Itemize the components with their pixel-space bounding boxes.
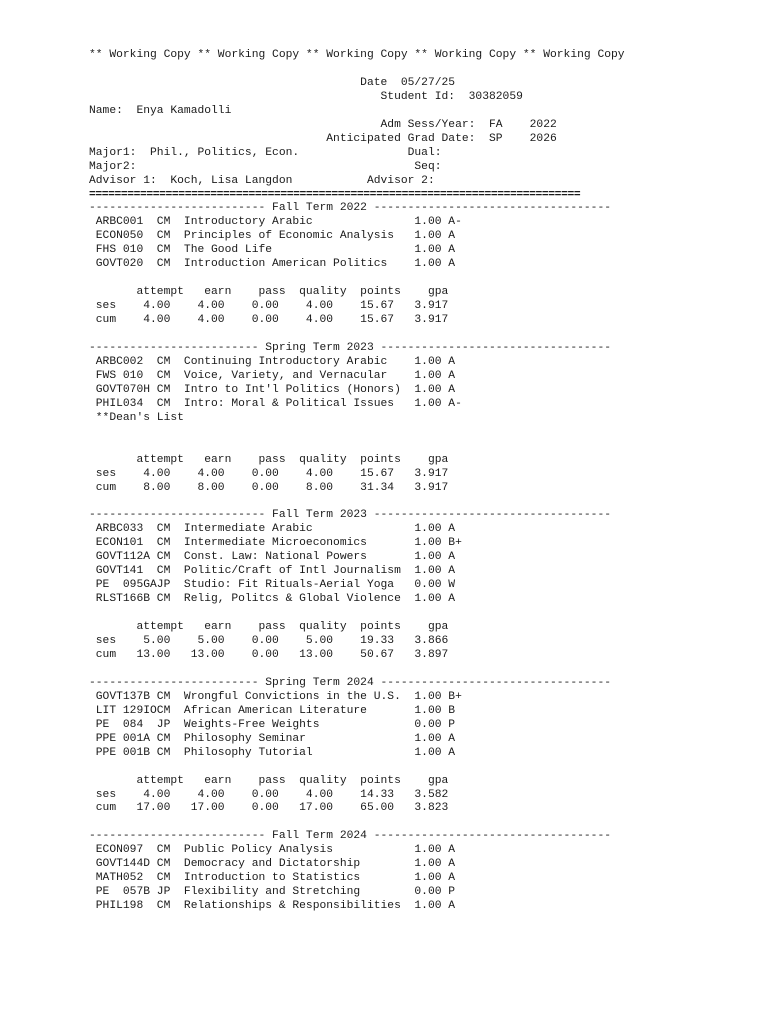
course-row: FHS 010 CM The Good Life 1.00 A — [89, 244, 456, 257]
header-line: Adm Sess/Year: FA 2022 — [89, 118, 557, 131]
blank-line — [89, 440, 629, 454]
blank-line — [89, 761, 629, 775]
blank-line — [89, 816, 629, 830]
course-row: ARBC002 CM Continuing Introductory Arabic 1.00 A — [89, 355, 456, 368]
term-header: -------------------------- Fall Term 2022 ----------------------------------- — [89, 202, 612, 215]
header-separator: ============================================================================= — [89, 188, 581, 201]
term-section — [89, 509, 629, 676]
stats-header: attempt earn pass quality points gpa — [89, 453, 449, 466]
stats-row: ses 4.00 4.00 0.00 4.00 14.33 3.582 — [89, 788, 449, 801]
stats-row: ses 5.00 5.00 0.00 5.00 19.33 3.866 — [89, 635, 449, 648]
stats-row: ses 4.00 4.00 0.00 4.00 15.67 3.917 — [89, 300, 449, 313]
term-header: ------------------------- Spring Term 2023 ---------------------------------- — [89, 342, 612, 355]
course-row: MATH052 CM Introduction to Statistics 1.00 A — [89, 872, 456, 885]
course-row: PHIL034 CM Intro: Moral & Political Issues 1.00 A- — [89, 397, 462, 410]
course-row: ECON097 CM Public Policy Analysis 1.00 A — [89, 844, 456, 857]
course-row: ARBC033 CM Intermediate Arabic 1.00 A — [89, 523, 456, 536]
course-row: GOVT137B CM Wrongful Convictions in the U.S. 1.00 B+ — [89, 690, 462, 703]
blank-line — [89, 663, 629, 677]
course-row: GOVT070H CM Intro to Int'l Politics (Honors) 1.00 A — [89, 383, 456, 396]
course-row: LIT 129IOCM African American Literature 1.00 B — [89, 704, 456, 717]
header-line: Major1: Phil., Politics, Econ. Dual: — [89, 146, 442, 159]
term-header: -------------------------- Fall Term 2024 ----------------------------------- — [89, 830, 612, 843]
working-copy-banner: ** Working Copy ** Working Copy ** Working Copy ** Working Copy ** Working Copy — [89, 49, 625, 61]
blank-line — [89, 328, 629, 342]
course-row: ECON050 CM Principles of Economic Analysis 1.00 A — [89, 230, 456, 243]
course-row: GOVT020 CM Introduction American Politics 1.00 A — [89, 258, 456, 271]
course-row: ECON101 CM Intermediate Microeconomics 1.00 B+ — [89, 537, 462, 550]
course-row: PE 057B JP Flexibility and Stretching 0.00 P — [89, 886, 456, 899]
course-row: GOVT141 CM Politic/Craft of Intl Journalism 1.00 A — [89, 565, 456, 578]
term-note: **Dean's List — [89, 411, 184, 424]
term-header: ------------------------- Spring Term 2024 ---------------------------------- — [89, 676, 612, 689]
term-section — [89, 830, 629, 914]
header-line: Student Id: 30382059 — [89, 90, 523, 103]
term-section — [89, 202, 629, 342]
blank-line — [89, 272, 629, 286]
stats-row: cum 13.00 13.00 0.00 13.00 50.67 3.897 — [89, 648, 449, 661]
header-line: Advisor 1: Koch, Lisa Langdon Advisor 2: — [89, 174, 435, 187]
stats-row: cum 4.00 4.00 0.00 4.00 15.67 3.917 — [89, 314, 449, 327]
transcript-page — [89, 49, 629, 914]
term-section — [89, 342, 629, 509]
stats-header: attempt earn pass quality points gpa — [89, 774, 449, 787]
term-list — [89, 202, 629, 914]
term-note — [89, 426, 629, 440]
blank-line — [89, 607, 629, 621]
course-row: PE 084 JP Weights-Free Weights 0.00 P — [89, 718, 456, 731]
header-line — [89, 63, 629, 77]
course-row: GOVT112A CM Const. Law: National Powers 1.00 A — [89, 551, 456, 564]
header-line: Date 05/27/25 — [89, 76, 456, 89]
course-row: RLST166B CM Relig, Politcs & Global Violence 1.00 A — [89, 593, 456, 606]
term-section — [89, 677, 629, 830]
stats-header: attempt earn pass quality points gpa — [89, 286, 449, 299]
stats-row: ses 4.00 4.00 0.00 4.00 15.67 3.917 — [89, 467, 449, 480]
stats-header: attempt earn pass quality points gpa — [89, 621, 449, 634]
course-row: ARBC001 CM Introductory Arabic 1.00 A- — [89, 216, 462, 229]
term-header: -------------------------- Fall Term 2023 ----------------------------------- — [89, 509, 612, 522]
course-row: PHIL198 CM Relationships & Responsibilities 1.00 A — [89, 900, 456, 913]
header-line: Name: Enya Kamadolli — [89, 104, 232, 117]
stats-row: cum 8.00 8.00 0.00 8.00 31.34 3.917 — [89, 481, 449, 494]
course-row: PPE 001A CM Philosophy Seminar 1.00 A — [89, 732, 456, 745]
stats-row: cum 17.00 17.00 0.00 17.00 65.00 3.823 — [89, 802, 449, 815]
header-line: Anticipated Grad Date: SP 2026 — [89, 132, 557, 145]
course-row: FWS 010 CM Voice, Variety, and Vernacular 1.00 A — [89, 369, 456, 382]
course-row: PE 095GAJP Studio: Fit Rituals-Aerial Yoga 0.00 W — [89, 579, 456, 592]
student-header — [89, 63, 629, 189]
header-line: Major2: Seq: — [89, 160, 442, 173]
course-row: PPE 001B CM Philosophy Tutorial 1.00 A — [89, 746, 456, 759]
blank-line — [89, 496, 629, 510]
course-row: GOVT144D CM Democracy and Dictatorship 1.00 A — [89, 858, 456, 871]
